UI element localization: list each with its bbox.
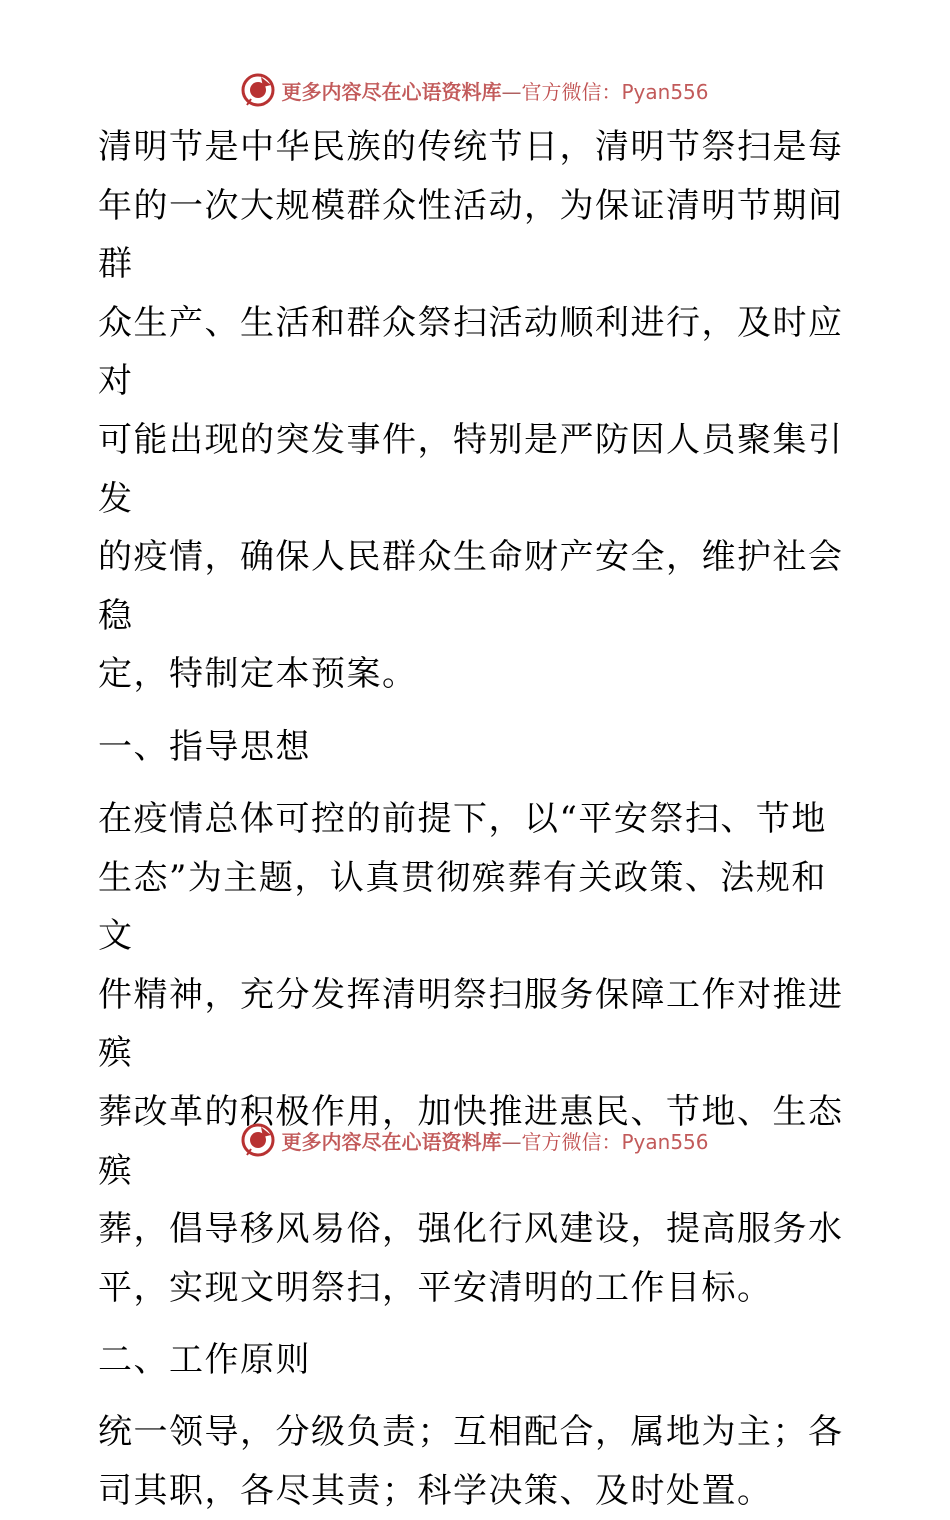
header-banner-text — [281, 76, 708, 105]
header-banner-main: 更多内容尽在心语资料库 — [281, 79, 502, 104]
section-1-heading: 一、指导思想 — [98, 726, 311, 767]
footer-banner-wechat-id: Pyan556 — [621, 1129, 709, 1154]
section-1-line: 在疫情总体可控的前提下，以“平安祭扫、节地 — [98, 798, 827, 839]
header-banner-wechat-id: Pyan556 — [621, 79, 709, 104]
section-1-line: 葬改革的积极作用，加快推进惠民、节地、生态殡 — [98, 1091, 844, 1191]
intro-line: 众生产、生活和群众祭扫活动顺利进行，及时应对 — [98, 302, 844, 402]
header-banner — [0, 70, 950, 110]
header-banner-separator: — — [501, 79, 522, 104]
header-banner-suffix: 官方微信： — [521, 79, 622, 104]
section-2-line: 司其职，各尽其责；科学决策、及时处置。 — [98, 1470, 773, 1511]
brand-logo-icon — [241, 73, 275, 107]
footer-banner-main: 更多内容尽在心语资料库 — [281, 1129, 502, 1154]
section-2-heading: 二、工作原则 — [98, 1340, 311, 1381]
section-1-line: 平，实现文明祭扫，平安清明的工作目标。 — [98, 1267, 773, 1308]
brand-logo-icon — [241, 1123, 275, 1157]
section-1-line: 件精神，充分发挥清明祭扫服务保障工作对推进殡 — [98, 974, 844, 1074]
intro-paragraph — [98, 118, 858, 704]
footer-banner-suffix: 官方微信： — [521, 1129, 622, 1154]
document-body — [98, 118, 858, 1520]
footer-banner-separator: — — [501, 1129, 522, 1154]
intro-line: 清明节是中华民族的传统节日，清明节祭扫是每 — [98, 127, 844, 167]
intro-line: 可能出现的突发事件，特别是严防因人员聚集引发 — [98, 419, 844, 519]
footer-banner — [0, 1120, 950, 1160]
section-2-paragraph — [98, 1403, 858, 1520]
intro-line: 的疫情，确保人民群众生命财产安全，维护社会稳 — [98, 537, 844, 636]
intro-line: 定，特制定本预案。 — [98, 654, 418, 695]
section-1-line: 葬，倡导移风易俗，强化行风建设，提高服务水 — [98, 1209, 844, 1250]
footer-banner-text — [281, 1126, 708, 1155]
section-2-line: 统一领导，分级负责；互相配合，属地为主；各 — [98, 1412, 844, 1453]
section-1-paragraph — [98, 790, 858, 1317]
intro-line: 年的一次大规模群众性活动，为保证清明节期间群 — [98, 185, 844, 285]
section-1-line: 生态”为主题，认真贯彻殡葬有关政策、法规和文 — [98, 857, 827, 957]
